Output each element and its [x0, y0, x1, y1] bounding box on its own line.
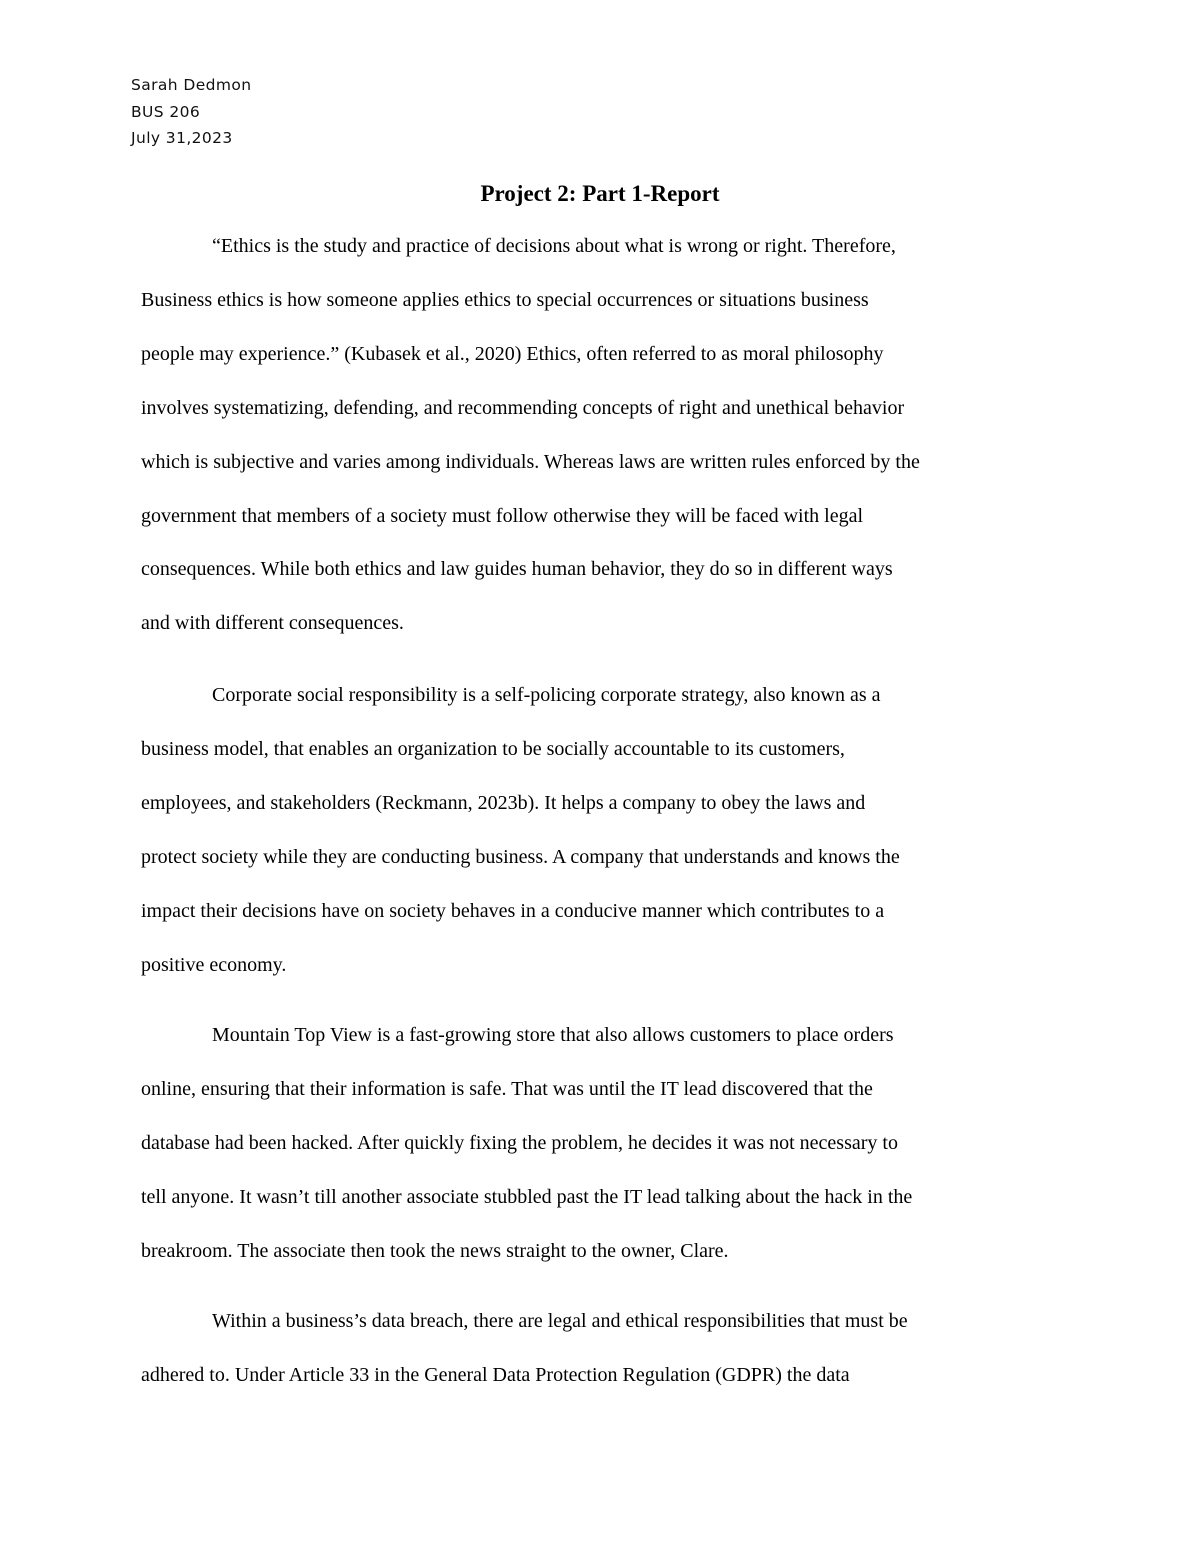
document-title: Project 2: Part 1-Report: [480, 181, 720, 206]
paragraph-line: involves systematizing, defending, and recommending concepts of right and unethical behavior: [141, 396, 905, 419]
paragraph-line: Corporate social responsibility is a self-policing corporate strategy, also known as a: [212, 684, 881, 706]
paragraph-line: business model, that enables an organization to be socially accountable to its customers,: [141, 737, 845, 760]
paragraph-line: impact their decisions have on society behaves in a conducive manner which contributes to a: [141, 899, 885, 922]
paragraph-line: database had been hacked. After quickly fixing the problem, he decides it was not necessary to: [141, 1131, 898, 1154]
paragraph-line: and with different consequences.: [141, 612, 404, 635]
header-block: [131, 72, 251, 152]
paragraph-line: adhered to. Under Article 33 in the General Data Protection Regulation (GDPR) the data: [141, 1363, 850, 1386]
paragraph-line: people may experience.” (Kubasek et al., 2020) Ethics, often referred to as moral philosophy: [141, 342, 884, 365]
paragraph-line: online, ensuring that their information is safe. That was until the IT lead discovered that the: [141, 1077, 873, 1100]
paragraph-line: Mountain Top View is a fast-growing store that also allows customers to place orders: [212, 1024, 894, 1046]
paragraph-line: protect society while they are conducting business. A company that understands and knows the: [141, 845, 900, 868]
paragraph-line: “Ethics is the study and practice of decisions about what is wrong or right. Therefore,: [212, 235, 896, 257]
paragraph-line: Within a business’s data breach, there are legal and ethical responsibilities that must be: [212, 1310, 908, 1332]
paragraph-line: employees, and stakeholders (Reckmann, 2023b). It helps a company to obey the laws and: [141, 791, 866, 814]
paragraph-line: Business ethics is how someone applies ethics to special occurrences or situations business: [141, 288, 869, 311]
paragraph-line: breakroom. The associate then took the news straight to the owner, Clare.: [141, 1239, 729, 1262]
paragraph-line: consequences. While both ethics and law guides human behavior, they do so in different ways: [141, 558, 893, 581]
document-date: July 31,2023: [131, 129, 233, 147]
author-name: Sarah Dedmon: [131, 76, 252, 94]
paragraph-line: government that members of a society must follow otherwise they will be faced with legal: [141, 504, 864, 527]
paragraph-line: positive economy.: [141, 953, 287, 976]
paragraph-line: which is subjective and varies among individuals. Whereas laws are written rules enforced by the: [141, 450, 920, 473]
paragraph-line: tell anyone. It wasn’t till another associate stubbled past the IT lead talking about the hack in the: [141, 1185, 913, 1208]
course-code: BUS 206: [131, 102, 201, 121]
